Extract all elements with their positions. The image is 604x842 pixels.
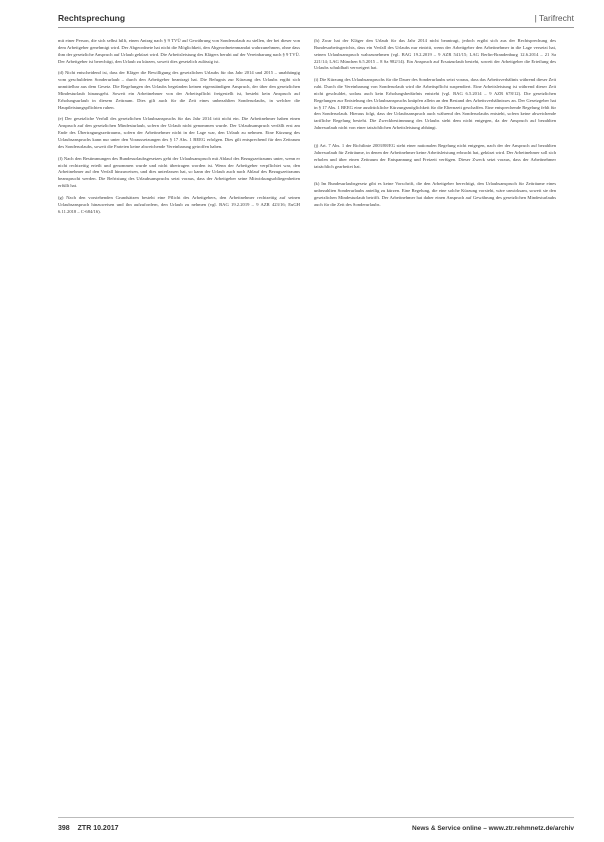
paragraph: (f) Nach den Bestimmungen des Bundesurlaubsgesetzes geht der Urlaubsanspruch mit Ablauf des Bezugszeitraums unter, wenn er nicht rechtzeitig erteilt und genommen wurde und nicht übertragen worden ist. Wenn der Arbeitgeber verpflichtet war, den Arbeitnehmer auf den Verfall hinzuweisen, und dies unterlassen hat, so kann der Urlaub auch nach Ablauf des Bezugszeitraums beansprucht werden. Die Befristung des Urlaubsanspruchs setzt voraus, dass der Arbeitgeber seine Mitwirkungsobliegenheiten erfüllt hat. — [58, 155, 300, 189]
header-divider — [58, 27, 574, 28]
left-text-column — [58, 38, 300, 220]
right-text-column — [314, 38, 556, 214]
section-subtitle: | Tarifrecht — [534, 13, 574, 23]
page-header — [58, 10, 574, 26]
page-number: 398 — [58, 825, 70, 832]
archive-link[interactable]: News & Service online – www.ztr.rehmnetz.de/archiv — [412, 825, 574, 832]
footer-divider — [58, 817, 574, 818]
footer-issue — [58, 825, 119, 832]
paragraph: (e) Der gesetzliche Verfall des gesetzlichen Urlaubsanspruchs für das Jahr 2014 tritt nicht ein. Die Arbeitnehmer haben einen Anspruch auf den gesetzlichen Mindesturlaub, sofern der Urlaub nicht genommen wurde. Der Urlaubsanspruch verfällt erst am Ende des Übertragungszeitraums, sofern der Arbeitnehmer nicht in der Lage war, den Urlaub zu nehmen. Eine Kürzung des Urlaubsanspruchs kann nur unter den Voraussetzungen des § 17 Abs. 1 BEEG erfolgen. Dies gilt entsprechend für den Zeitraum des Sonderurlaubs, soweit die Parteien keine abweichende Vereinbarung getroffen haben. — [58, 116, 300, 149]
paragraph: (g) Nach den vorstehenden Grundsätzen besteht eine Pflicht des Arbeitgebers, den Arbeitnehmer rechtzeitig auf seinen Urlaubsanspruch hinzuweisen und ihn aufzufordern, den Urlaub zu nehmen (vgl. BAG 19.2.2019 – 9 AZR 423/16; EuGH 6.11.2018 – C-684/16). — [58, 194, 300, 214]
paragraph: (d) Nicht entscheidend ist, dass der Kläger die Bewilligung des gesetzlichen Urlaubs für das Jahr 2014 und 2015 – unabhängig vom geschuldeten Sonderurlaub – durch den Arbeitgeber beantragt hat. Die Befugnis zur Kürzung des Urlaubs ergibt sich unmittelbar aus dem Gesetz. Die Regelungen des Urlaubs begründen keinen eigenständigen Anspruch, der über den gesetzlichen Mindesturlaub hinausgeht. Soweit ein Arbeitnehmer von der Arbeitspflicht freigestellt ist, besteht kein Anspruch auf Erholungsurlaub in diesem Zeitraum. Dies gilt auch für die Zeit eines unbezahlten Sonderurlaubs, in welcher die Hauptleistungspflichten ruhen. — [58, 70, 300, 110]
page-footer — [58, 820, 574, 834]
paragraph: (h) Zwar hat der Kläger den Urlaub für das Jahr 2014 nicht beantragt, jedoch ergibt sich aus der Rechtsprechung des Bundesarbeitsgerichts, dass ein Verfall des Urlaubs nur eintritt, wenn der Arbeitgeber den Arbeitnehmer in die Lage versetzt hat, seinen Urlaubsanspruch wahrzunehmen (vgl. BAG 19.2.2019 – 9 AZR 541/15; LAG Berlin-Brandenburg 12.6.2014 – 21 Sa 221/14; LAG München 6.5.2015 – 8 Sa 982/14). Ein Anspruch auf Ersatzurlaub besteht, soweit der Arbeitgeber die Erteilung des Urlaubs schuldhaft verweigert hat. — [314, 38, 556, 71]
paragraph: (j) Art. 7 Abs. 1 der Richtlinie 2003/88/EG steht einer nationalen Regelung nicht entgegen, nach der der Anspruch auf bezahlten Jahresurlaub für Zeiträume, in denen der Arbeitnehmer keine Arbeitsleistung erbracht hat, gekürzt wird. Der Arbeitnehmer soll sich erholen und über einen Zeitraum der Entspannung und Freizeit verfügen. Dieser Zweck setzt voraus, dass der Arbeitnehmer tatsächlich gearbeitet hat. — [314, 142, 556, 169]
paragraph: mit einer Person, die sich selbst hilft, einen Antrag nach § 9 TVÜ auf Gewährung von Sonderurlaub zu stellen, der bei dieser von dem Arbeitgeber genehmigt wird. Der Abgeordnete hat nicht die Möglichkeit, den Abgeordnetenmandat wahrzunehmen, ohne dass ihm der gesetzliche Anspruch auf Urlaub gekürzt wird. Die Arbeitsleistung des Klägers beruht auf der Vereinbarung nach § 9 TVÜ. Der Arbeitgeber ist berechtigt, den Urlaub zu kürzen, soweit dies gesetzlich zulässig ist. — [58, 38, 300, 64]
paragraph: (i) Die Kürzung des Urlaubsanspruchs für die Dauer des Sonderurlaubs setzt voraus, dass das Arbeitsverhältnis während dieser Zeit ruht. Durch die Vereinbarung von Sonderurlaub wird die Arbeitspflicht suspendiert. Eine Arbeitsleistung ist während dieser Zeit nicht geschuldet, sodass auch kein Erholungsbedürfnis entsteht (vgl. BAG 6.5.2014 – 9 AZR 678/12). Die gesetzlichen Regelungen zur Entstehung des Urlaubsanspruchs knüpfen allein an den Bestand des Arbeitsverhältnisses an. Der Gesetzgeber hat in § 17 Abs. 1 BEEG eine ausdrückliche Kürzungsmöglichkeit für die Elternzeit geschaffen. Eine entsprechende Regelung fehlt für den Sonderurlaub. Hieraus folgt, dass der Urlaubsanspruch auch während des Sonderurlaubs entsteht, sofern keine abweichende tarifliche Regelung besteht. Die Zweckbestimmung des Urlaubs steht dem nicht entgegen, da der Anspruch auf bezahlten Jahresurlaub nicht von einer tatsächlichen Arbeitsleistung abhängt. — [314, 77, 556, 131]
paragraph: (k) Im Bundesurlaubsgesetz gibt es keine Vorschrift, die den Arbeitgeber berechtigt, den Urlaubsanspruch für Zeiträume eines unbezahlten Sonderurlaubs anteilig zu kürzen. Eine Regelung, die eine solche Kürzung vorsieht, wäre unwirksam, soweit sie den gesetzlichen Mindesturlaub betrifft. Der Arbeitnehmer hat daher einen Anspruch auf Gewährung des gesetzlichen Mindesturlaubs auch für die Zeit des Sonderurlaubs. — [314, 181, 556, 207]
section-title: Rechtsprechung — [58, 13, 126, 23]
journal-issue: ZTR 10.2017 — [77, 825, 119, 832]
